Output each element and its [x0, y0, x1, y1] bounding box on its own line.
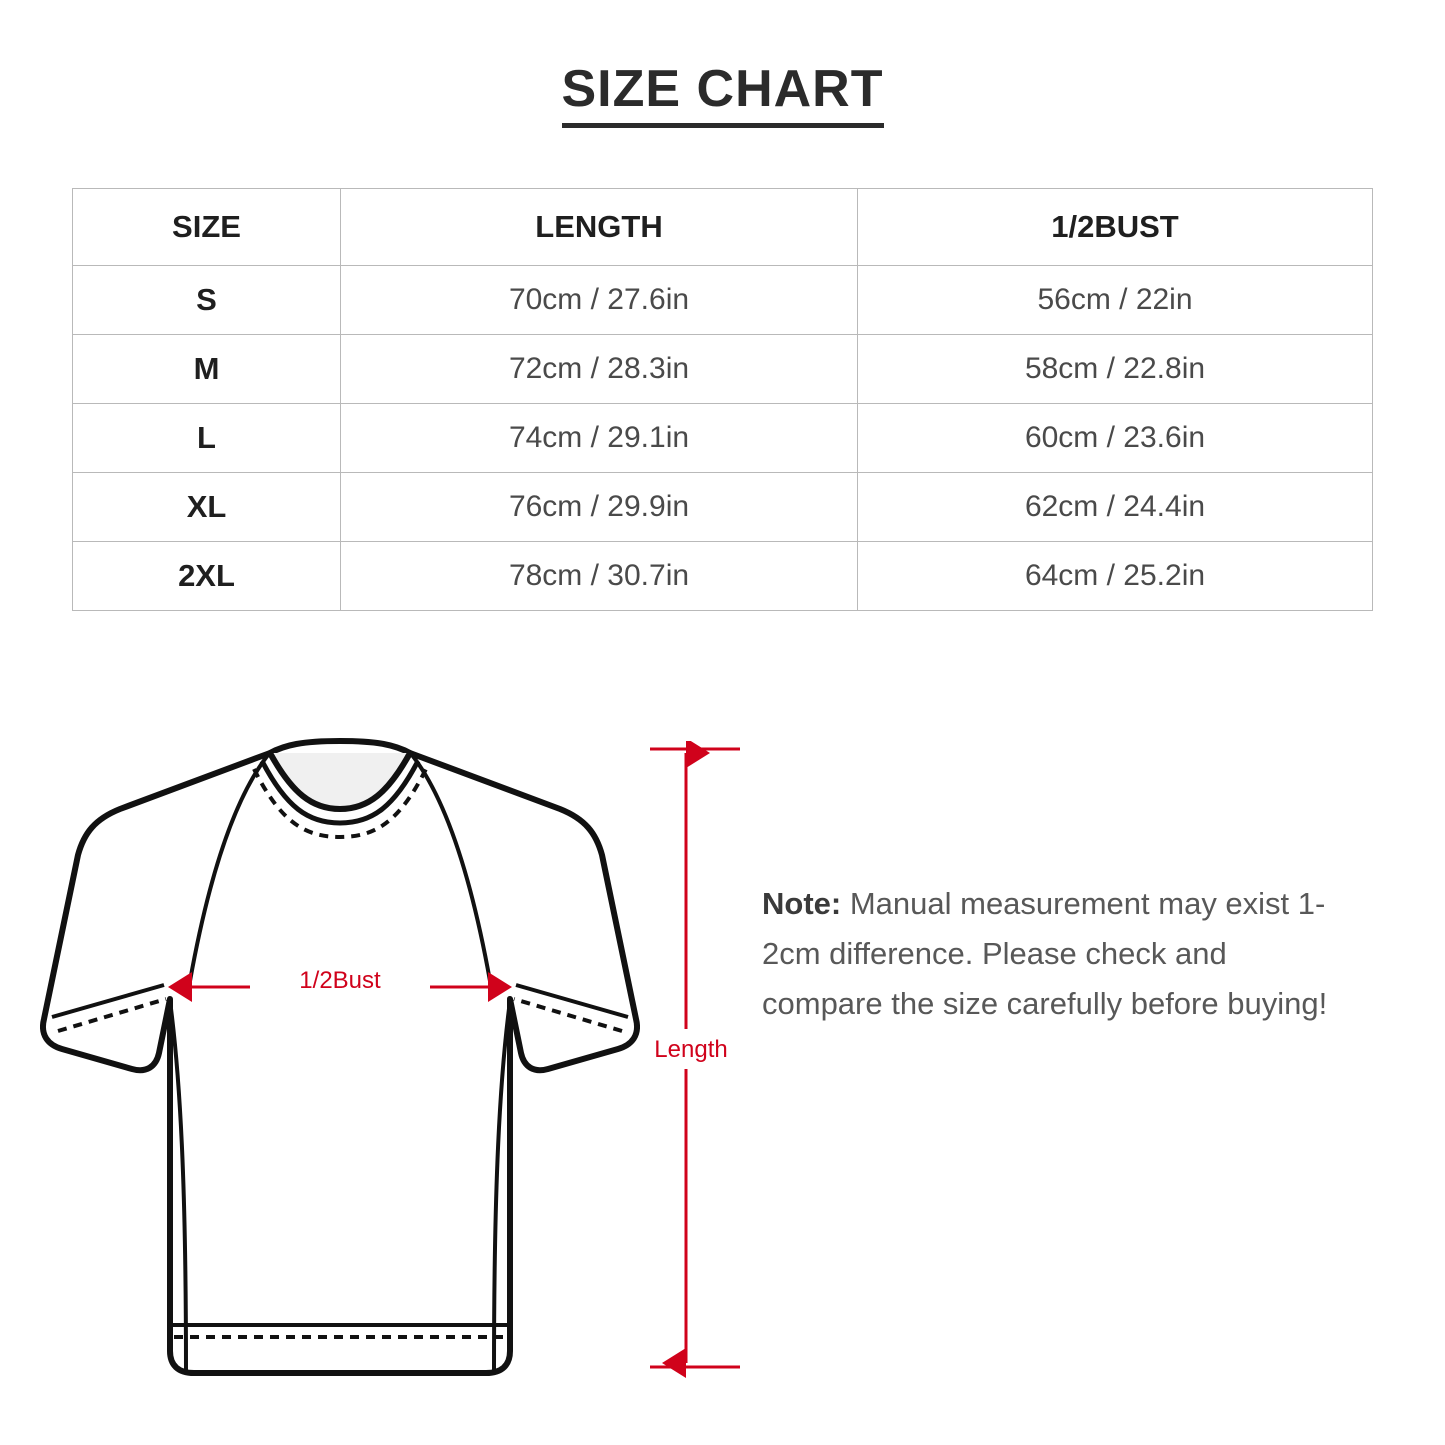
- measurement-note: [762, 879, 1342, 1030]
- cell-bust: 64cm / 25.2in: [858, 541, 1373, 610]
- cell-length: 76cm / 29.9in: [341, 472, 858, 541]
- cell-length: 70cm / 27.6in: [341, 265, 858, 334]
- cell-length: 78cm / 30.7in: [341, 541, 858, 610]
- tshirt-illustration: [40, 731, 640, 1391]
- cell-size: XL: [73, 472, 341, 541]
- cell-size: M: [73, 334, 341, 403]
- table-row: [73, 472, 1373, 541]
- length-measure-ruler: [640, 741, 750, 1391]
- cell-size: 2XL: [73, 541, 341, 610]
- note-label: Note:: [762, 885, 842, 921]
- cell-size: S: [73, 265, 341, 334]
- column-header-bust: 1/2BUST: [858, 188, 1373, 265]
- bust-measure-label: 1/2Bust: [250, 967, 430, 995]
- cell-bust: 60cm / 23.6in: [858, 403, 1373, 472]
- table-row: [73, 265, 1373, 334]
- column-header-size: SIZE: [73, 188, 341, 265]
- size-table: [72, 188, 1373, 611]
- table-row: [73, 334, 1373, 403]
- table-row: [73, 403, 1373, 472]
- cell-size: L: [73, 403, 341, 472]
- page-title-container: [0, 0, 1445, 128]
- column-header-length: LENGTH: [341, 188, 858, 265]
- length-measure-label: Length: [654, 1035, 728, 1063]
- page-title: SIZE CHART: [562, 62, 884, 128]
- size-table-container: [72, 188, 1373, 611]
- table-header-row: [73, 188, 1373, 265]
- table-row: [73, 541, 1373, 610]
- note-text: Manual measurement may exist 1-2cm difference. Please check and compare the size carefully before buying!: [762, 885, 1328, 1022]
- cell-length: 74cm / 29.1in: [341, 403, 858, 472]
- cell-bust: 58cm / 22.8in: [858, 334, 1373, 403]
- cell-length: 72cm / 28.3in: [341, 334, 858, 403]
- cell-bust: 62cm / 24.4in: [858, 472, 1373, 541]
- measurement-diagram-section: [0, 731, 1445, 1431]
- cell-bust: 56cm / 22in: [858, 265, 1373, 334]
